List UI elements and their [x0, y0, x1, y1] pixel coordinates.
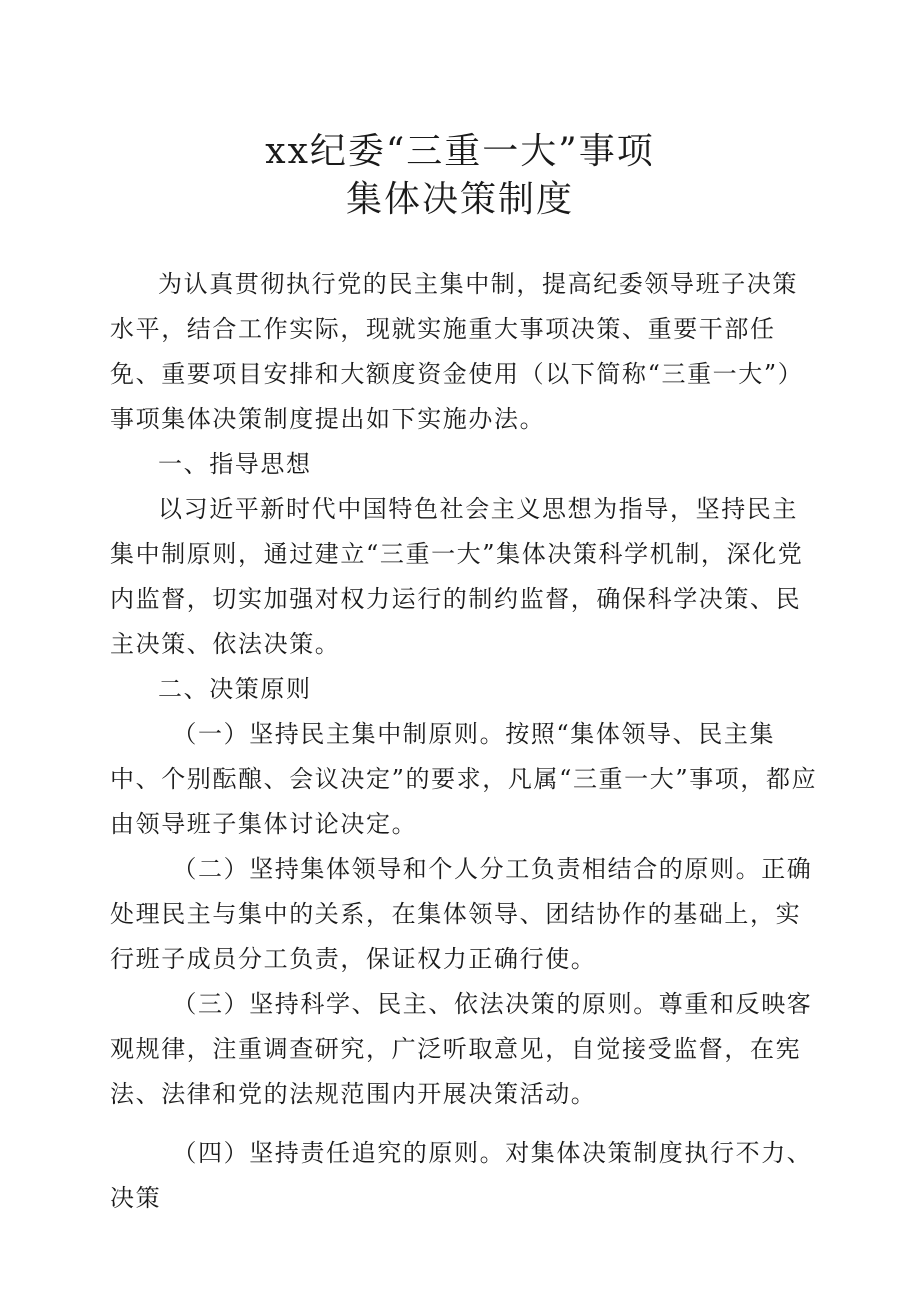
- document-body: [110, 262, 822, 1221]
- principle-4-paragraph: （四）坚持责任追究的原则。对集体决策制度执行不力、决策: [110, 1139, 813, 1212]
- principle-2-paragraph: （二）坚持集体领导和个人分工负责相结合的原则。正确处理民主与集中的关系，在集体领导、团结协作的基础上，实行班子成员分工负责，保证权力正确行使。: [110, 855, 813, 973]
- intro-paragraph: 为认真贯彻执行党的民主集中制，提高纪委领导班子决策水平，结合工作实际，现就实施重大事项决策、重要干部任免、重要项目安排和大额度资金使用（以下简称“三重一大”）事项集体决策制度提出如下实施办法。: [110, 270, 804, 433]
- document-title: [0, 128, 920, 224]
- principle-3-paragraph: （三）坚持科学、民主、依法决策的原则。尊重和反映客观规律，注重调查研究，广泛听取意见，自觉接受监督，在宪法、法律和党的法规范围内开展决策活动。: [110, 990, 813, 1108]
- section-heading-guiding-ideology: 一、指导思想: [158, 450, 312, 478]
- guiding-ideology-paragraph: 以习近平新时代中国特色社会主义思想为指导，坚持民主集中制原则，通过建立“三重一大”集体决策科学机制，深化党内监督，切实加强对权力运行的制约监督，确保科学决策、民主决策、依法决策。: [110, 495, 804, 658]
- title-line-1: xx纪委“三重一大”事项: [265, 131, 655, 172]
- section-heading-decision-principles: 二、决策原则: [158, 675, 312, 703]
- title-line-2: 集体决策制度: [345, 179, 574, 220]
- principle-1-paragraph: （一）坚持民主集中制原则。按照“集体领导、民主集中、个别酝酿、会议决定”的要求，凡属“三重一大”事项，都应由领导班子集体讨论决定。: [110, 720, 818, 838]
